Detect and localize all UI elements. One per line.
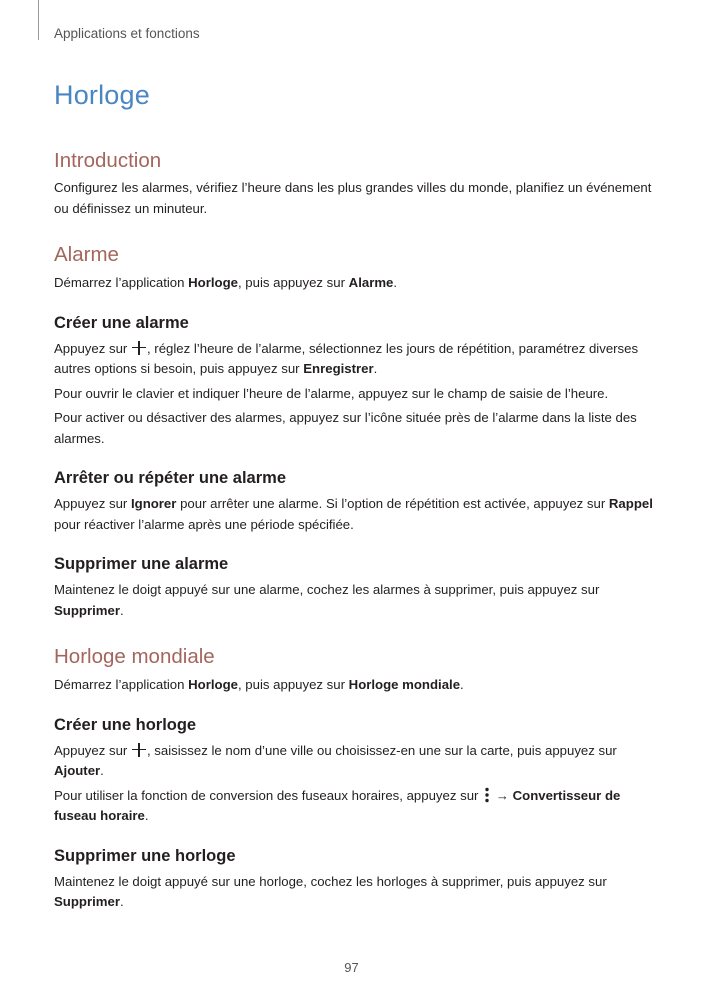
button-label-enregistrer: Enregistrer xyxy=(303,361,374,376)
app-name-horloge: Horloge xyxy=(188,677,238,692)
section-heading-introduction: Introduction xyxy=(54,149,162,172)
creer-alarme-paragraph-2: Pour ouvrir le clavier et indiquer l’heure de l’alarme, appuyez sur le champ de saisie de l’heure. xyxy=(54,385,609,401)
button-label-supprimer: Supprimer xyxy=(54,602,120,618)
button-label-ajouter: Ajouter xyxy=(54,763,101,778)
section-heading-horloge-mondiale: Horloge mondiale xyxy=(54,645,215,668)
button-label-supprimer: Supprimer xyxy=(54,894,120,909)
subheading-creer-alarme: Créer une alarme xyxy=(54,313,189,332)
subheading-supprimer-alarme: Supprimer une alarme xyxy=(54,555,229,573)
button-label-ignorer: Ignorer xyxy=(130,496,177,511)
menu-label-horloge-mondiale: Horloge mondiale xyxy=(348,677,461,692)
creer-horloge-paragraph-2: Pour utiliser la fonction de conversion des fuseaux horaires, appuyez sur → Convertisseur de fuseau horaire. xyxy=(54,787,621,823)
page-title: Horloge xyxy=(54,80,150,110)
margin-rule xyxy=(38,0,39,40)
alarme-lead-paragraph: Démarrez l’application Horloge, puis appuyez sur Alarme. xyxy=(54,275,398,290)
intro-paragraph: Configurez les alarmes, vérifiez l’heure dans les plus grandes villes du monde, planifiez un événement ou définissez un minuteur. xyxy=(54,180,652,216)
subheading-supprimer-horloge: Supprimer une horloge xyxy=(54,846,236,865)
app-name-horloge: Horloge xyxy=(188,275,238,290)
arreter-alarme-paragraph: Appuyez sur Ignorer pour arrêter une alarme. Si l’option de répétition est activée, appuyez sur Rappel pour réactiver l’alarme après une période spécifiée. xyxy=(54,496,653,532)
horloge-mondiale-lead-paragraph: Démarrez l’application Horloge, puis appuyez sur Horloge mondiale. xyxy=(54,677,464,692)
plus-icon xyxy=(132,743,146,757)
section-heading-alarme: Alarme xyxy=(54,243,119,266)
button-label-rappel: Rappel xyxy=(608,496,653,511)
page-content xyxy=(54,80,654,913)
creer-alarme-paragraph-1: Appuyez sur , réglez l’heure de l’alarme, sélectionnez les jours de répétition, paramétrez diverses autres options si besoin, puis appuyez sur Enregistrer. xyxy=(54,340,639,376)
page-number: 97 xyxy=(344,960,359,975)
menu-label-alarme: Alarme xyxy=(348,275,394,290)
running-head: Applications et fonctions xyxy=(54,26,200,41)
menu-label-convertisseur: Convertisseur de fuseau horaire xyxy=(54,787,621,823)
creer-alarme-paragraph-3: Pour activer ou désactiver des alarmes, appuyez sur l’icône située près de l’alarme dans la liste des alarmes. xyxy=(54,410,637,446)
plus-icon xyxy=(132,341,146,355)
creer-horloge-paragraph-1: Appuyez sur , saisissez le nom d’une ville ou choisissez-en une sur la carte, puis appuyez sur Ajouter. xyxy=(54,742,617,778)
subheading-arreter-alarme: Arrêter ou répéter une alarme xyxy=(54,469,287,487)
supprimer-horloge-paragraph: Maintenez le doigt appuyé sur une horloge, cochez les horloges à supprimer, puis appuyez sur Supprimer. xyxy=(54,873,607,909)
supprimer-alarme-paragraph: Maintenez le doigt appuyé sur une alarme, cochez les alarmes à supprimer, puis appuyez sur Supprimer. xyxy=(54,582,600,618)
subheading-creer-horloge: Créer une horloge xyxy=(54,715,197,734)
more-options-icon xyxy=(484,787,490,803)
